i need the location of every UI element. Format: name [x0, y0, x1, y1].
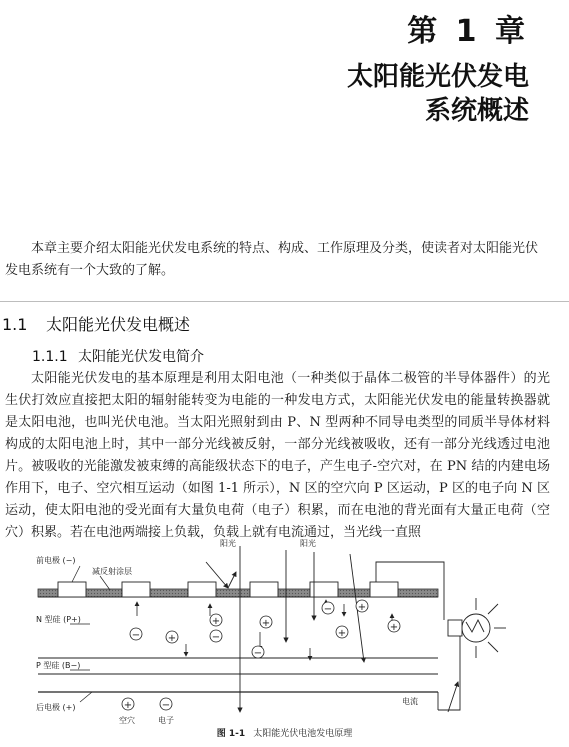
load-lamp-icon — [448, 598, 506, 658]
front-electrode-leader — [72, 566, 80, 582]
subsection-number: 1.1.1 — [32, 349, 68, 365]
electron-charge-2 — [322, 602, 334, 615]
hole-charge-4 — [336, 626, 348, 639]
label-sunlight-1: 阳光 — [220, 539, 236, 548]
antireflection-leader — [100, 576, 110, 590]
svg-text:−: − — [211, 632, 221, 643]
hole-charge-6 — [388, 620, 400, 633]
solar-cell-diagram — [30, 532, 530, 728]
section-title: 太阳能光伏发电概述 — [46, 315, 191, 334]
legend-electron-symbol — [160, 698, 172, 711]
label-sunlight-2: 阳光 — [300, 539, 316, 548]
section-number: 1.1 — [2, 315, 28, 334]
label-p-layer: P 型硅 (B−) — [36, 661, 81, 670]
label-n-layer: N 型硅 (P+) — [36, 615, 81, 624]
electron-charge-1 — [130, 628, 142, 641]
hole-charge-2 — [210, 614, 222, 627]
svg-text:−: − — [161, 700, 171, 711]
subsection-heading — [32, 346, 204, 366]
svg-text:+: + — [123, 700, 133, 711]
carrier-arrows — [137, 600, 392, 660]
divider — [0, 301, 569, 302]
body-paragraph: 太阳能光伏发电的基本原理是利用太阳电池（一种类似于晶体二极管的半导体器件）的光生伏打效应直接把太阳的辐射能转变为电能的一种发电方式，太阳能光伏发电的能量转换器就是太阳电池，也叫光伏电池。当太阳光照射到由 P、N 型两种不同导电类型的同质半导体材料构成的太阳电池上时，其中一部分光线被反射，一部分光线被吸收，还有一部分光线透过电池片。被吸收的光能激发被束缚的高能级状态下的电子，产生电子-空穴对，在 PN 结的内建电场作用下，电子、空穴相互运动（如图 1-1 所示），N 区的空穴向 P 区运动，P 区的电子向 N 区运动，使太阳电池的受光面有大量负电荷（电子）积累，而在电池的背光面有大量正电荷（空穴）积累。若在电池两端接上负载，负载上就有电流通过，当光线一直照 — [5, 371, 550, 540]
electron-charge-4 — [210, 630, 222, 643]
label-front-electrode: 前电极 (−) — [36, 556, 76, 565]
label-current: 电流 — [402, 697, 418, 706]
hole-charge-3 — [260, 616, 272, 629]
svg-text:+: + — [211, 616, 221, 627]
label-electron: 电子 — [158, 716, 174, 725]
svg-text:+: + — [389, 622, 399, 633]
figure-caption-title: 太阳能光伏电池发电原理 — [253, 729, 353, 739]
chapter-title-line-2: 系统概述 — [424, 96, 529, 126]
back-electrode-leader — [80, 692, 92, 702]
label-back-electrode: 后电极 (+) — [36, 703, 76, 712]
label-hole: 空穴 — [119, 716, 135, 725]
svg-text:+: + — [357, 602, 367, 613]
svg-text:−: − — [253, 648, 263, 659]
svg-text:−: − — [131, 630, 141, 641]
figure-caption-number: 图 1-1 — [216, 729, 246, 739]
svg-text:+: + — [261, 618, 271, 629]
subsection-title: 太阳能光伏发电简介 — [78, 349, 204, 365]
chapter-intro: 本章主要介绍太阳能光伏发电系统的特点、构成、工作原理及分类，使读者对太阳能光伏发电系统有一个大致的了解。 — [5, 241, 539, 278]
chapter-number: 第 1 章 — [407, 14, 529, 49]
svg-text:+: + — [167, 633, 177, 644]
diagram-svg — [30, 532, 530, 728]
chapter-title — [347, 60, 529, 128]
svg-text:−: − — [323, 604, 333, 615]
section-heading — [2, 312, 190, 335]
hole-charge-5 — [356, 600, 368, 613]
electron-charge-3 — [252, 646, 264, 659]
chapter-title-line-1: 太阳能光伏发电 — [346, 62, 529, 92]
figure-caption — [0, 726, 569, 739]
label-antireflection: 减反射涂层 — [92, 567, 132, 576]
electron-charges — [130, 602, 334, 659]
svg-text:+: + — [337, 628, 347, 639]
hole-charges — [166, 600, 400, 644]
legend-hole-symbol — [122, 698, 134, 711]
hole-charge-1 — [166, 631, 178, 644]
